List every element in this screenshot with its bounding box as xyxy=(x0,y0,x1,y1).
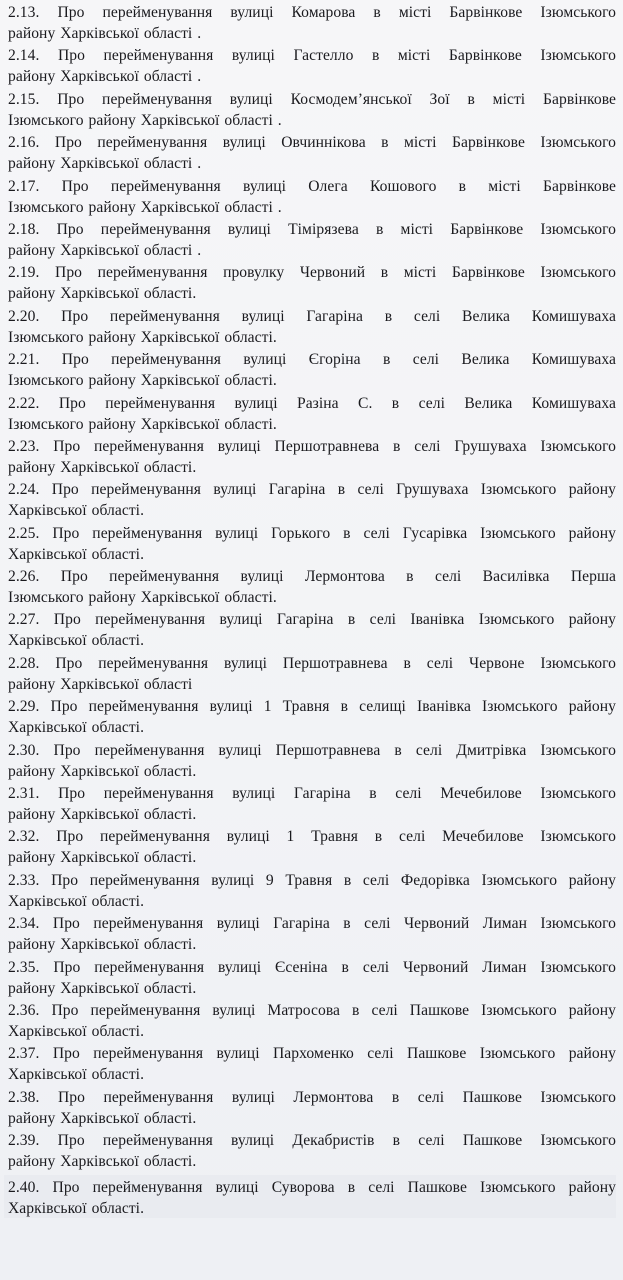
item-text-line: Ізюмського району Харківської області. xyxy=(8,415,277,433)
list-item xyxy=(8,391,616,434)
item-text-line: 2.29. Про перейменування вулиці 1 Травня в селищі Іванівка Ізюмського району xyxy=(8,698,616,716)
item-text-line: району Харківської області. xyxy=(8,762,197,780)
item-text-line: району Харківської області . xyxy=(8,68,202,86)
item-text-line: Ізюмського району Харківської області. xyxy=(8,328,277,346)
list-item xyxy=(8,347,616,390)
list-item xyxy=(8,564,616,607)
item-text-line: 2.25. Про перейменування вулиці Горького в селі Гусарівка Ізюмського району xyxy=(8,524,616,542)
item-text-line: 2.23. Про перейменування вулиці Першотравнева в селі Грушуваха Ізюмського xyxy=(8,437,616,455)
list-item xyxy=(8,174,616,217)
item-text-line: Харківської області. xyxy=(8,892,145,910)
item-text-line: 2.30. Про перейменування вулиці Першотравнева в селі Дмитрівка Ізюмського xyxy=(8,741,616,759)
list-item xyxy=(8,43,616,86)
item-text-line: 2.13. Про перейменування вулиці Комарова в місті Барвінкове Ізюмського xyxy=(8,4,616,21)
item-text-line: 2.26. Про перейменування вулиці Лермонтова в селі Василівка Перша xyxy=(8,568,616,586)
item-text-line: 2.27. Про перейменування вулиці Гагаріна в селі Іванівка Ізюмського району xyxy=(8,611,616,629)
list-item xyxy=(8,1085,616,1128)
agenda-list xyxy=(8,0,616,1218)
list-item xyxy=(8,130,616,173)
list-item xyxy=(8,1041,616,1084)
list-item xyxy=(8,434,616,477)
item-text-line: Ізюмського району Харківської області. xyxy=(8,372,277,390)
item-text-line: району Харківської області . xyxy=(8,241,202,259)
item-text-line: 2.35. Про перейменування вулиці Єсеніна в селі Червоний Лиман Ізюмського xyxy=(8,958,616,976)
list-item xyxy=(8,651,616,694)
item-text-line: Харківської області. xyxy=(8,719,145,737)
item-text-line: 2.22. Про перейменування вулиці Разіна С. в селі Велика Комишуваха xyxy=(8,394,616,412)
item-text-line: 2.17. Про перейменування вулиці Олега Кошового в місті Барвінкове xyxy=(8,177,616,195)
item-text-line: району Харківської області. xyxy=(8,1109,197,1127)
item-text-line: 2.28. Про перейменування вулиці Першотравнева в селі Червоне Ізюмського xyxy=(8,654,616,672)
list-item xyxy=(8,738,616,781)
item-text-line: 2.32. Про перейменування вулиці 1 Травня в селі Мечебилове Ізюмського xyxy=(8,828,616,846)
list-item xyxy=(8,1128,616,1171)
item-text-line: 2.38. Про перейменування вулиці Лермонтова в селі Пашкове Ізюмського xyxy=(8,1088,616,1106)
list-item xyxy=(8,824,616,867)
list-item xyxy=(8,304,616,347)
list-item xyxy=(8,477,616,520)
list-item xyxy=(8,607,616,650)
item-text-line: 2.16. Про перейменування вулиці Овчиннікова в місті Барвінкове Ізюмського xyxy=(8,134,616,152)
list-item xyxy=(8,998,616,1041)
item-text-line: 2.14. Про перейменування вулиці Гастелло в місті Барвінкове Ізюмського xyxy=(8,47,616,65)
item-text-line: 2.15. Про перейменування вулиці Космодем’янської Зої в місті Барвінкове xyxy=(8,90,616,108)
item-text-line: району Харківської області. xyxy=(8,806,197,824)
item-text-line: Харківської області. xyxy=(8,502,145,520)
item-text-line: Харківської області. xyxy=(8,1066,145,1084)
item-text-line: 2.33. Про перейменування вулиці 9 Травня в селі Федорівка Ізюмського району xyxy=(8,871,616,889)
list-item xyxy=(8,911,616,954)
list-item xyxy=(8,868,616,911)
item-text-line: Харківської області. xyxy=(8,1022,145,1040)
item-text-line: району Харківської області. xyxy=(8,458,197,476)
item-text-line: Ізюмського району Харківської області. xyxy=(8,589,277,607)
item-text-line: Харківської області. xyxy=(8,632,145,650)
item-text-line: 2.31. Про перейменування вулиці Гагаріна в селі Мечебилове Ізюмського xyxy=(8,785,616,803)
list-item xyxy=(8,217,616,260)
item-text-line: 2.19. Про перейменування провулку Червоний в місті Барвінкове Ізюмського xyxy=(8,264,616,282)
item-text-line: району Харківської області xyxy=(8,675,193,693)
item-text-line: 2.21. Про перейменування вулиці Єгоріна в селі Велика Комишуваха xyxy=(8,351,616,369)
item-text-line: 2.40. Про перейменування вулиці Суворова в селі Пашкове Ізюмського району xyxy=(8,1178,616,1196)
item-text-line: 2.37. Про перейменування вулиці Пархоменко селі Пашкове Ізюмського району xyxy=(8,1045,616,1063)
item-text-line: 2.20. Про перейменування вулиці Гагаріна в селі Велика Комишуваха xyxy=(8,307,616,325)
item-text-line: 2.18. Про перейменування вулиці Тімірязева в місті Барвінкове Ізюмського xyxy=(8,220,616,238)
item-text-line: Ізюмського району Харківської області . xyxy=(8,111,282,129)
list-item xyxy=(8,0,616,43)
item-text-line: Харківської області. xyxy=(8,545,145,563)
list-item xyxy=(8,955,616,998)
item-text-line: району Харківської області. xyxy=(8,1153,197,1171)
item-text-line: 2.34. Про перейменування вулиці Гагаріна в селі Червоний Лиман Ізюмського xyxy=(8,915,616,933)
item-text-line: Харківської області. xyxy=(8,1199,145,1217)
item-text-line: району Харківської області. xyxy=(8,285,197,303)
item-text-line: району Харківської області. xyxy=(8,936,197,954)
item-text-line: району Харківської області. xyxy=(8,979,197,997)
item-text-line: 2.24. Про перейменування вулиці Гагаріна в селі Грушуваха Ізюмського району xyxy=(8,481,616,499)
item-text-line: району Харківської області. xyxy=(8,849,197,867)
list-item xyxy=(8,87,616,130)
list-item xyxy=(8,694,616,737)
item-text-line: району Харківської області . xyxy=(8,25,202,42)
list-item xyxy=(8,521,616,564)
item-text-line: 2.36. Про перейменування вулиці Матросова в селі Пашкове Ізюмського району xyxy=(8,1001,616,1019)
list-item xyxy=(8,260,616,303)
item-text-line: Ізюмського району Харківської області . xyxy=(8,198,282,216)
item-text-line: 2.39. Про перейменування вулиці Декабристів в селі Пашкове Ізюмського xyxy=(8,1132,616,1150)
list-item xyxy=(4,1175,616,1218)
list-item xyxy=(8,781,616,824)
item-text-line: району Харківської області . xyxy=(8,155,202,173)
